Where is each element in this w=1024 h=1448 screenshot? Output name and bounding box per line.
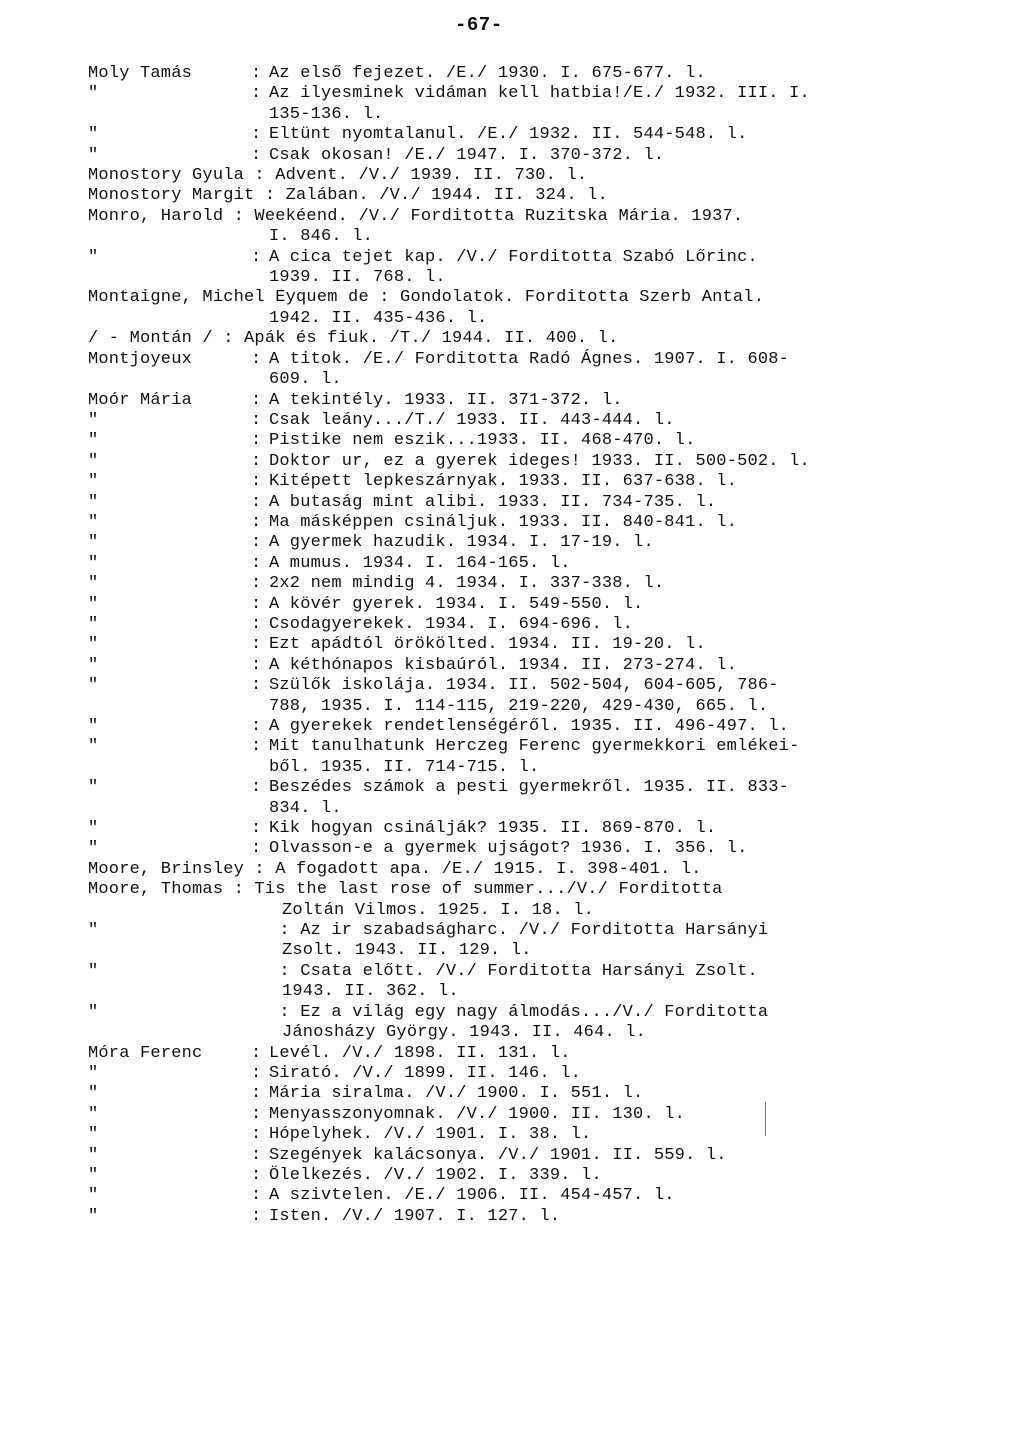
entry-title: Sirató. /V./ 1899. II. 146. l. bbox=[269, 1063, 582, 1083]
entry-separator: : bbox=[251, 717, 262, 736]
entry-author: Montjoyeux bbox=[88, 349, 193, 369]
entry-author: " bbox=[88, 676, 99, 696]
entry-line bbox=[88, 248, 978, 268]
entry-line bbox=[88, 1105, 978, 1125]
entry-separator: : bbox=[251, 614, 262, 634]
entry-line bbox=[88, 431, 978, 451]
entry-line bbox=[88, 819, 978, 839]
entry-continuation: Zsolt. 1943. II. 129. l. bbox=[282, 941, 532, 961]
entry-title: : Az ir szabadságharc. /V./ Forditotta Harsányi bbox=[269, 921, 769, 941]
entry-line bbox=[88, 1186, 978, 1206]
entry-title: Doktor ur, ez a gyerek ideges! 1933. II. 500-502. l. bbox=[269, 451, 810, 471]
entry-title: Menyasszonyomnak. /V./ 1900. II. 130. l. bbox=[269, 1104, 686, 1124]
bibliography-entries bbox=[88, 64, 978, 1227]
entry-separator: : bbox=[251, 84, 262, 104]
entry-line: Montaigne, Michel Eyquem de : Gondolatok. Forditotta Szerb Antal. bbox=[88, 288, 765, 308]
entry-author: " bbox=[88, 451, 99, 471]
entry-separator: : bbox=[251, 594, 262, 614]
entry-line bbox=[88, 574, 978, 594]
entry-continuation: Zoltán Vilmos. 1925. I. 18. l. bbox=[282, 900, 595, 920]
entry-line bbox=[88, 1003, 978, 1023]
entry-title: A gyerekek rendetlenségéről. 1935. II. 496-497. l. bbox=[269, 717, 790, 736]
entry-line bbox=[88, 513, 978, 533]
entry-line bbox=[88, 493, 978, 513]
entry-author: " bbox=[88, 717, 99, 736]
entry-line bbox=[88, 1084, 978, 1104]
entry-separator: : bbox=[251, 349, 262, 369]
entry-author: " bbox=[88, 145, 99, 165]
entry-author: " bbox=[88, 492, 99, 512]
entry-title: Beszédes számok a pesti gyermekről. 1935. II. 833- bbox=[269, 778, 790, 798]
entry-author: " bbox=[88, 247, 99, 267]
entry-author: " bbox=[88, 1084, 99, 1104]
entry-author: " bbox=[88, 594, 99, 614]
entry-line bbox=[88, 839, 978, 859]
entry-separator: : bbox=[251, 512, 262, 532]
entry-separator: : bbox=[251, 553, 262, 573]
entry-title: 2x2 nem mindig 4. 1934. I. 337-338. l. bbox=[269, 574, 665, 594]
entry-separator: : bbox=[251, 676, 262, 696]
entry-author: " bbox=[88, 1186, 99, 1206]
entry-title: Eltünt nyomtalanul. /E./ 1932. II. 544-548. l. bbox=[269, 125, 748, 145]
entry-separator: : bbox=[251, 533, 262, 553]
entry-author: " bbox=[88, 553, 99, 573]
entry-title: Csak leány.../T./ 1933. II. 443-444. l. bbox=[269, 410, 675, 430]
entry-author: " bbox=[88, 778, 99, 798]
entry-title: Az ilyesminek vidáman kell hatbia!/E./ 1932. III. I. bbox=[269, 84, 810, 104]
entry-line bbox=[88, 615, 978, 635]
entry-line bbox=[88, 1166, 978, 1186]
entry-line bbox=[88, 554, 978, 574]
entry-author: " bbox=[88, 512, 99, 532]
entry-author: " bbox=[88, 533, 99, 553]
entry-separator: : bbox=[251, 737, 262, 757]
entry-author: " bbox=[88, 1125, 99, 1145]
entry-author: " bbox=[88, 655, 99, 675]
entry-title: A szivtelen. /E./ 1906. II. 454-457. l. bbox=[269, 1186, 675, 1206]
entry-separator: : bbox=[251, 655, 262, 675]
entry-separator: : bbox=[251, 492, 262, 512]
entry-separator: : bbox=[251, 839, 262, 859]
entry-title: A kövér gyerek. 1934. I. 549-550. l. bbox=[269, 594, 644, 614]
entry-continuation: Jánosházy György. 1943. II. 464. l. bbox=[282, 1023, 647, 1043]
entry-title: Szülők iskolája. 1934. II. 502-504, 604-605, 786- bbox=[269, 676, 779, 696]
entry-author: " bbox=[88, 84, 99, 104]
entry-separator: : bbox=[251, 1206, 262, 1226]
entry-separator: : bbox=[251, 1125, 262, 1145]
entry-title: : Ez a világ egy nagy álmodás.../V./ Forditotta bbox=[269, 1002, 769, 1022]
entry-line bbox=[88, 737, 978, 757]
entry-author: " bbox=[88, 125, 99, 145]
entry-author: " bbox=[88, 635, 99, 655]
entry-author: " bbox=[88, 1002, 99, 1022]
entry-title: A gyermek hazudik. 1934. I. 17-19. l. bbox=[269, 533, 654, 553]
entry-line: / - Montán / : Apák és fiuk. /T./ 1944. II. 400. l. bbox=[88, 329, 619, 349]
entry-line bbox=[88, 962, 978, 982]
entry-author: " bbox=[88, 1145, 99, 1165]
entry-title: Hópelyhek. /V./ 1901. I. 38. l. bbox=[269, 1125, 592, 1145]
entry-separator: : bbox=[251, 64, 262, 83]
entry-line bbox=[88, 391, 978, 411]
entry-line bbox=[88, 595, 978, 615]
entry-continuation: 609. l. bbox=[269, 370, 342, 390]
entry-author: Móra Ferenc bbox=[88, 1043, 203, 1063]
entry-separator: : bbox=[251, 247, 262, 267]
entry-line bbox=[88, 411, 978, 431]
entry-author: " bbox=[88, 410, 99, 430]
entry-author: " bbox=[88, 431, 99, 451]
entry-author: " bbox=[88, 1063, 99, 1083]
entry-line bbox=[88, 1064, 978, 1084]
entry-author: " bbox=[88, 472, 99, 492]
entry-author: " bbox=[88, 1206, 99, 1226]
entry-separator: : bbox=[251, 390, 262, 410]
entry-separator: : bbox=[251, 1165, 262, 1185]
entry-separator: : bbox=[251, 431, 262, 451]
entry-separator: : bbox=[251, 125, 262, 145]
entry-author: Moly Tamás bbox=[88, 64, 193, 83]
entry-line bbox=[88, 350, 978, 370]
entry-line: Monostory Gyula : Advent. /V./ 1939. II. 730. l. bbox=[88, 166, 588, 186]
entry-continuation: 135-136. l. bbox=[269, 104, 384, 124]
entry-title: Levél. /V./ 1898. II. 131. l. bbox=[269, 1043, 571, 1063]
entry-line bbox=[88, 921, 978, 941]
entry-line bbox=[88, 84, 978, 104]
entry-separator: : bbox=[251, 1186, 262, 1206]
entry-author: " bbox=[88, 1165, 99, 1185]
entry-separator: : bbox=[251, 1084, 262, 1104]
entry-line bbox=[88, 1146, 978, 1166]
entry-author: " bbox=[88, 1104, 99, 1124]
entry-separator: : bbox=[251, 1063, 262, 1083]
entry-title: A cica tejet kap. /V./ Forditotta Szabó Lőrinc. bbox=[269, 247, 758, 267]
entry-line bbox=[88, 1044, 978, 1064]
entry-line bbox=[88, 1207, 978, 1227]
entry-author: " bbox=[88, 921, 99, 941]
entry-title: Ma másképpen csináljuk. 1933. II. 840-841. l. bbox=[269, 512, 738, 532]
entry-author: " bbox=[88, 839, 99, 859]
entry-author: " bbox=[88, 614, 99, 634]
entry-title: Mária siralma. /V./ 1900. I. 551. l. bbox=[269, 1084, 644, 1104]
entry-separator: : bbox=[251, 635, 262, 655]
entry-title: Csak okosan! /E./ 1947. I. 370-372. l. bbox=[269, 145, 665, 165]
entry-line bbox=[88, 778, 978, 798]
entry-separator: : bbox=[251, 1145, 262, 1165]
entry-separator: : bbox=[251, 1043, 262, 1063]
entry-title: Olvasson-e a gyermek ujságot? 1936. I. 356. l. bbox=[269, 839, 748, 859]
entry-title: : Csata előtt. /V./ Forditotta Harsányi Zsolt. bbox=[269, 961, 758, 981]
entry-title: A butaság mint alibi. 1933. II. 734-735. l. bbox=[269, 492, 717, 512]
entry-title: A titok. /E./ Forditotta Radó Ágnes. 1907. I. 608- bbox=[269, 349, 790, 369]
entry-separator: : bbox=[251, 778, 262, 798]
entry-title: Szegények kalácsonya. /V./ 1901. II. 559. l. bbox=[269, 1145, 727, 1165]
entry-line bbox=[88, 676, 978, 696]
entry-line bbox=[88, 1125, 978, 1145]
entry-separator: : bbox=[251, 1104, 262, 1124]
entry-continuation: 1943. II. 362. l. bbox=[282, 982, 459, 1002]
entry-separator: : bbox=[251, 819, 262, 839]
entry-continuation: ből. 1935. II. 714-715. l. bbox=[269, 757, 540, 777]
entry-continuation: I. 846. l. bbox=[269, 227, 374, 247]
entry-line: Monro, Harold : Weekéend. /V./ Forditotta Ruzitska Mária. 1937. bbox=[88, 206, 744, 226]
entry-title: Ezt apádtól örökölted. 1934. II. 19-20. l. bbox=[269, 635, 706, 655]
entry-line bbox=[88, 472, 978, 492]
margin-mark bbox=[765, 1102, 766, 1136]
entry-line: Monostory Margit : Zalában. /V./ 1944. II. 324. l. bbox=[88, 186, 609, 206]
entry-continuation: 788, 1935. I. 114-115, 219-220, 429-430, 665. l. bbox=[269, 696, 769, 716]
entry-continuation: 1939. II. 768. l. bbox=[269, 268, 446, 288]
entry-line bbox=[88, 452, 978, 472]
entry-line bbox=[88, 125, 978, 145]
entry-title: Az első fejezet. /E./ 1930. I. 675-677. l. bbox=[269, 64, 706, 83]
entry-line bbox=[88, 533, 978, 553]
entry-title: A tekintély. 1933. II. 371-372. l. bbox=[269, 390, 623, 410]
entry-title: A mumus. 1934. I. 164-165. l. bbox=[269, 553, 571, 573]
entry-line: Moore, Thomas : Tis the last rose of summer.../V./ Forditotta bbox=[88, 880, 723, 900]
entry-line bbox=[88, 717, 978, 737]
entry-line: Moore, Brinsley : A fogadott apa. /E./ 1915. I. 398-401. l. bbox=[88, 859, 702, 879]
entry-author: " bbox=[88, 574, 99, 594]
entry-author: Moór Mária bbox=[88, 390, 193, 410]
entry-separator: : bbox=[251, 451, 262, 471]
entry-title: Csodagyerekek. 1934. I. 694-696. l. bbox=[269, 614, 634, 634]
entry-title: Mit tanulhatunk Herczeg Ferenc gyermekkori emlékei- bbox=[269, 737, 800, 757]
entry-author: " bbox=[88, 961, 99, 981]
entry-separator: : bbox=[251, 410, 262, 430]
entry-title: A kéthónapos kisbaúról. 1934. II. 273-274. l. bbox=[269, 655, 738, 675]
page-number: -67- bbox=[455, 14, 503, 36]
entry-title: Kik hogyan csinálják? 1935. II. 869-870. l. bbox=[269, 819, 717, 839]
entry-continuation: 1942. II. 435-436. l. bbox=[269, 308, 488, 328]
entry-author: " bbox=[88, 737, 99, 757]
entry-author: " bbox=[88, 819, 99, 839]
entry-separator: : bbox=[251, 574, 262, 594]
entry-separator: : bbox=[251, 472, 262, 492]
entry-line bbox=[88, 146, 978, 166]
entry-line bbox=[88, 656, 978, 676]
entry-title: Kitépett lepkeszárnyak. 1933. II. 637-638. l. bbox=[269, 472, 738, 492]
entry-separator: : bbox=[251, 145, 262, 165]
entry-title: Isten. /V./ 1907. I. 127. l. bbox=[269, 1206, 561, 1226]
entry-continuation: 834. l. bbox=[269, 798, 342, 818]
entry-line bbox=[88, 64, 978, 84]
entry-line bbox=[88, 635, 978, 655]
entry-title: Ölelkezés. /V./ 1902. I. 339. l. bbox=[269, 1165, 602, 1185]
entry-title: Pistike nem eszik...1933. II. 468-470. l. bbox=[269, 431, 696, 451]
